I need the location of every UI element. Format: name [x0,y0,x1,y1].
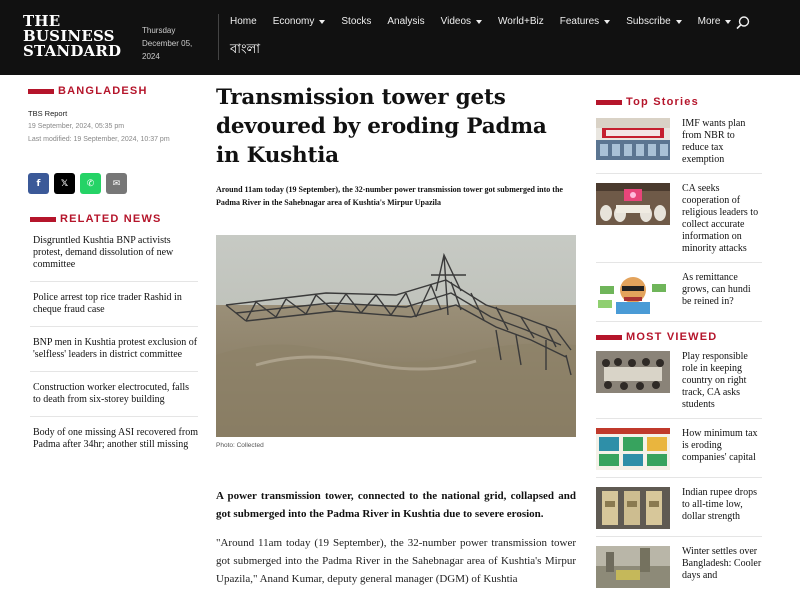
published-date: 19 September, 2024, 05:35 pm [28,123,125,130]
top-story-item[interactable] [596,183,762,263]
nav-more[interactable] [698,16,732,27]
related-news-item[interactable]: Police arrest top rice trader Rashid in cheque fraud case [30,288,198,327]
story-thumbnail [596,272,670,314]
most-viewed-item[interactable] [596,428,762,478]
nav-home[interactable] [230,16,257,27]
most-viewed-title[interactable]: How minimum tax is eroding companies' capital [682,428,758,463]
most-viewed-item[interactable] [596,351,762,419]
whatsapp-share-button[interactable] [80,173,101,194]
related-news-item[interactable]: Body of one missing ASI recovered from Padma after 34hr; another still missing [33,427,198,450]
nav-economy[interactable] [273,16,326,27]
top-story-item[interactable] [596,272,762,322]
header-divider [218,14,219,60]
section-bar [30,217,56,222]
most-viewed-title[interactable]: Winter settles over Bangladesh: Cooler days and [682,546,762,581]
sidebar-right [596,96,762,600]
story-thumbnail [596,118,670,160]
logo-line-1: THE [23,12,61,30]
nav-world-biz[interactable] [498,16,544,27]
share-buttons [28,173,198,194]
chevron-down-icon [476,20,482,24]
section-bar [596,100,622,105]
main-nav [230,16,747,27]
current-date [142,24,192,63]
most-viewed-title[interactable]: Play responsible role in keeping country on right track, CA asks students [682,351,748,410]
facebook-icon: f [36,178,41,189]
logo-line-2: BUSINESS [23,27,115,45]
site-header [0,0,800,75]
chevron-down-icon [676,20,682,24]
article-title: Transmission tower gets devoured by eroding Padma in Kushtia [216,85,547,168]
photo-caption: Photo: Collected [216,442,264,449]
story-thumbnail [596,487,670,529]
nav-subscribe[interactable] [626,16,681,27]
logo-line-3: STANDARD [23,42,122,60]
article-meta-column [28,85,198,194]
story-thumbnail [596,183,670,225]
nav-stocks[interactable] [341,16,371,27]
author-name[interactable]: TBS Report [28,109,68,118]
chevron-down-icon [604,20,610,24]
top-story-title[interactable]: IMF wants plan from NBR to reduce tax exemption [682,118,746,165]
related-news-item[interactable]: BNP men in Kushtia protest exclusion of 'selfless' leaders in district committee [30,333,198,372]
article-lede: Around 11am today (19 September), the 32-number power transmission tower got submerged into the Padma River in the Sahebnagar area of Kushtia's Mirpur Upazila [216,185,563,207]
article-main [216,83,576,588]
section-bar [28,89,54,94]
date-monthday: December 05, [142,39,193,48]
nav-videos-label: Videos [440,16,472,27]
most-viewed-item[interactable] [596,546,762,595]
most-viewed-heading-text: MOST VIEWED [626,331,718,343]
nav-analysis[interactable] [387,16,424,27]
story-thumbnail [596,351,670,393]
chevron-down-icon [319,20,325,24]
nav-economy-label: Economy [272,16,315,27]
article-intro: A power transmission tower, connected to the national grid, collapsed and got submerged into the Padma River in Kushtia due to severe erosion. [216,490,576,520]
collapsed-tower-image [216,235,576,437]
section-label[interactable] [28,85,198,97]
top-story-title[interactable]: As remittance grows, can hundi be reined in? [682,272,751,307]
facebook-share-button[interactable] [28,173,49,194]
section-label-text: BANGLADESH [58,85,148,97]
article-photo[interactable] [216,235,576,437]
nav-world-biz-label: World+Biz [498,16,544,27]
most-viewed-item[interactable] [596,487,762,537]
related-news-heading [30,213,198,225]
section-bar [596,335,622,340]
article-meta [28,107,198,146]
date-weekday: Thursday [142,26,176,35]
related-news-item[interactable]: Disgruntled Kushtia BNP activists protest, demand dissolution of new committee [30,231,198,282]
top-stories-heading [596,96,762,108]
whatsapp-icon: ✆ [86,178,95,189]
related-news [30,213,198,467]
bangla-site-link[interactable]: বাংলা [230,42,261,57]
site-logo[interactable] [23,14,121,59]
nav-features-label: Features [559,16,600,27]
date-year: 2024 [142,52,160,61]
related-news-item[interactable]: Construction worker electrocuted, falls to death from six-storey building [30,378,198,417]
x-share-button[interactable] [54,173,75,194]
related-news-list [30,231,198,461]
top-story-item[interactable] [596,118,762,174]
article-body-paragraph: "Around 11am today (19 September), the 32-number power transmission tower got submerged into the Padma River in the Sahebnagar area of Kushtia's Mirpur Upazila," Anand Kumar, deputy general manager (DGM) of Kushtia [216,537,576,585]
search-icon[interactable] [735,15,751,31]
nav-more-label: More [697,16,721,27]
nav-features[interactable] [560,16,610,27]
story-thumbnail [596,428,670,470]
chevron-down-icon [725,20,731,24]
related-news-heading-text: RELATED NEWS [60,213,162,225]
x-icon: 𝕏 [60,178,69,189]
nav-home-label: Home [230,16,257,27]
story-thumbnail [596,546,670,588]
most-viewed-title[interactable]: Indian rupee drops to all-time low, dollar strength [682,487,757,522]
nav-analysis-label: Analysis [387,16,425,27]
email-share-button[interactable] [106,173,127,194]
nav-videos[interactable] [441,16,482,27]
top-story-title[interactable]: CA seeks cooperation of religious leaders to collect accurate information on minority attacks [682,183,759,254]
nav-stocks-label: Stocks [341,16,372,27]
nav-subscribe-label: Subscribe [626,16,671,27]
email-icon: ✉ [112,178,121,189]
most-viewed-heading [596,331,762,343]
top-stories-heading-text: Top Stories [626,96,699,108]
modified-date: Last modified: 19 September, 2024, 10:37 pm [28,136,170,143]
